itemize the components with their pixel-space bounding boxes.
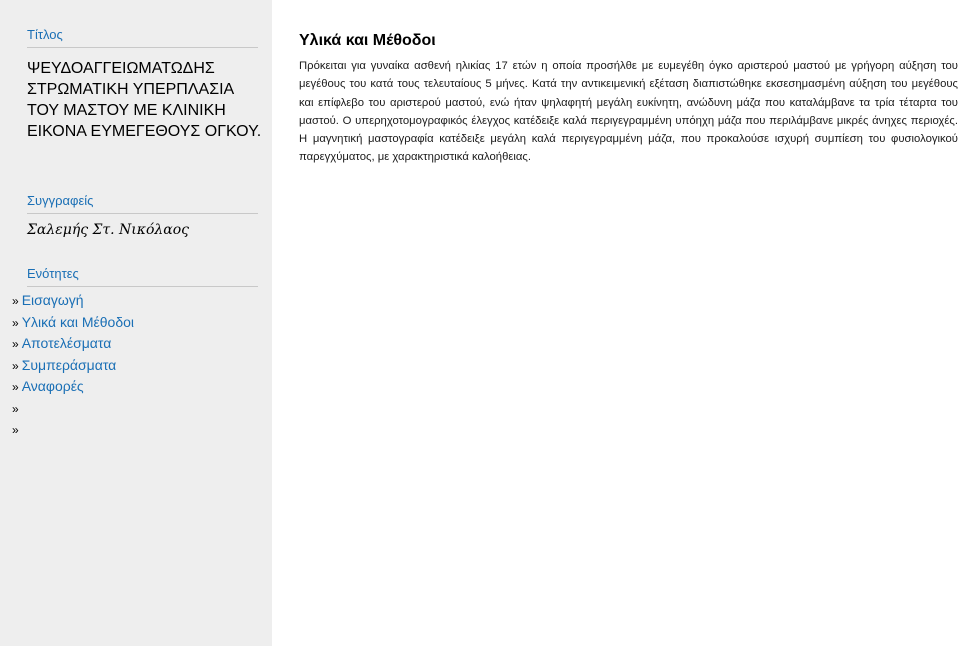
section-link[interactable]: Εισαγωγή	[21, 292, 84, 308]
section-link[interactable]: Αναφορές	[21, 378, 84, 394]
sections-section-label: Ενότητες	[27, 266, 258, 287]
bullet-marker: »	[12, 401, 19, 416]
section-body: Πρόκειται για γυναίκα ασθενή ηλικίας 17 ετών η οποία προσήλθε με ευμεγέθη όγκο αριστερού μαστού με γρήγορη αύξηση του μεγέθους του κατά τους τελευταίους 5 μήνες. Κατά την αντικειμενική εξέταση διαπιστώθηκε εκσεσημασμένη αύξηση του μεγέθους και επίφλεβο του αριστερού μαστού, ενώ ήταν ψηλαφητή μεγάλη ευκίνητη, ανώδυνη μάζα που καταλάμβανε τα τρία τέταρτα του μαστού. Ο υπερηχοτομογραφικός έλεγχος κατέδειξε καλά περιγεγραμμένη υπόηχη μάζα που περιλάμβανε μικρές άνηχες περιοχές. Η μαγνητική μαστογραφία κατέδειξε μεγάλη καλά περιγεγραμμένη μάζα, που προκαλούσε ισχυρή συμπίεση του φυσιολογικού παρεγχύματος, με χαρακτηριστικά καλοήθειας.	[299, 60, 958, 164]
section-link[interactable]: Αποτελέσματα	[21, 335, 112, 351]
sidebar-item-conclusions[interactable]	[12, 355, 134, 377]
bullet-marker: »	[12, 337, 19, 351]
sidebar	[0, 0, 272, 646]
sidebar-item-results[interactable]	[12, 333, 134, 355]
title-section-label: Τίτλος	[27, 27, 258, 48]
sidebar-item-materials-methods[interactable]	[12, 312, 134, 334]
section-link[interactable]: Συμπεράσματα	[21, 356, 117, 373]
bullet-marker: »	[12, 315, 19, 330]
sidebar-item-references[interactable]	[12, 376, 134, 398]
bullet-marker: »	[12, 423, 19, 437]
main-content	[299, 31, 958, 167]
bullet-marker: »	[12, 380, 19, 394]
sidebar-item-empty[interactable]	[12, 419, 134, 441]
bullet-marker: »	[12, 294, 19, 308]
sidebar-item-empty[interactable]	[12, 398, 134, 420]
section-link[interactable]: Υλικά και Μέθοδοι	[21, 313, 135, 330]
author-name: Σαλεμής Στ. Νικόλαος	[27, 222, 190, 238]
bullet-marker: »	[12, 358, 19, 373]
article-title: ΨΕΥΔΟΑΓΓΕΙΩΜΑΤΩΔΗΣ ΣΤΡΩΜΑΤΙΚΗ ΥΠΕΡΠΛΑΣΙΑ ΤΟΥ ΜΑΣΤΟΥ ΜΕ ΚΛΙΝΙΚΗ ΕΙΚΟΝΑ ΕΥΜΕΓΕΘΟΥΣ ΟΓΚΟΥ.	[27, 60, 262, 140]
section-heading: Υλικά και Μέθοδοι	[299, 32, 436, 49]
sidebar-item-introduction[interactable]	[12, 290, 134, 312]
authors-section-label: Συγγραφείς	[27, 193, 258, 214]
sections-nav	[12, 290, 134, 441]
